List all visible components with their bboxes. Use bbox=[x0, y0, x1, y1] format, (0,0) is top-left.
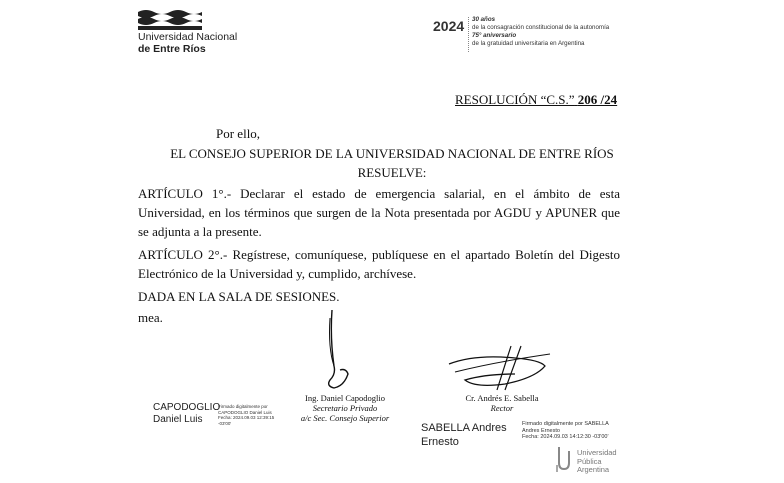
por-ello-text: Por ello, bbox=[216, 126, 261, 141]
secretary-role-1: Secretario Privado bbox=[312, 403, 378, 413]
sabella-name-line1: SABELLA Andres bbox=[421, 422, 507, 434]
secretary-signature-block bbox=[282, 393, 408, 423]
university-logo-text bbox=[138, 31, 237, 55]
universidad-publica-logo-icon bbox=[555, 445, 571, 473]
uner-logo-waves-icon bbox=[138, 8, 202, 30]
anniversary-line1: 30 años bbox=[472, 16, 496, 23]
up-line2: Pública bbox=[577, 456, 602, 466]
dada-text: DADA EN LA SALA DE SESIONES. bbox=[138, 289, 340, 304]
consejo-heading: EL CONSEJO SUPERIOR DE LA UNIVERSIDAD NACIONAL DE ENTRE RÍOS bbox=[170, 146, 614, 161]
sabella-handwritten-signature-icon bbox=[445, 344, 555, 394]
anniversary-line4: de la gratuidad universitaria en Argentina bbox=[472, 40, 585, 47]
resolution-heading bbox=[455, 92, 617, 108]
capodoglio-handwritten-signature-icon bbox=[318, 308, 358, 390]
capodoglio-digital-signature-meta bbox=[218, 404, 298, 426]
resolution-prefix: RESOLUCIÓN “C.S.” bbox=[455, 92, 575, 107]
rector-signature-block bbox=[442, 393, 562, 413]
articulo-2: ARTÍCULO 2°.- Regístrese, comuníquese, publíquese en el apartado Boletín del Digesto Electrónico de la Universidad y, cumplido, archívese. bbox=[138, 247, 620, 281]
rector-role: Rector bbox=[490, 403, 514, 413]
university-name-line2: de Entre Ríos bbox=[138, 43, 206, 55]
capodoglio-name-line2: Daniel Luis bbox=[153, 414, 203, 425]
articulo-1: ARTÍCULO 1°.- Declarar el estado de emergencia salarial, en el ámbito de esta Universidad, en los términos que surgen de la Nota presentada por AGDU y APUNER que se adjunta a la presente. bbox=[138, 186, 620, 239]
up-line3: Argentina bbox=[577, 465, 610, 474]
capodoglio-digital-signature-name bbox=[153, 402, 220, 426]
sabella-digital-signature-name bbox=[421, 421, 507, 449]
capodoglio-meta-1: Firmado digitalmente por bbox=[218, 404, 268, 409]
anniversary-line2: de la consagración constitucional de la autonomía bbox=[472, 24, 610, 31]
sabella-digital-signature-meta bbox=[522, 421, 632, 441]
sabella-meta-3: Fecha: 2024.09.03 14:12:30 -03'00' bbox=[522, 434, 609, 441]
mea-text: mea. bbox=[138, 310, 163, 325]
anniversary-line3: 75° aniversario bbox=[472, 32, 517, 39]
sabella-meta-1: Firmado digitalmente por SABELLA bbox=[522, 421, 609, 427]
anniversary-divider bbox=[468, 17, 470, 52]
secretary-name: Ing. Daniel Capodoglio bbox=[304, 393, 386, 403]
universidad-publica-text bbox=[577, 449, 617, 475]
resuelve-heading: RESUELVE: bbox=[357, 165, 427, 180]
capodoglio-name-line1: CAPODOGLIO bbox=[153, 402, 221, 413]
sabella-name-line2: Ernesto bbox=[421, 436, 459, 448]
university-name-line1: Universidad Nacional bbox=[138, 31, 238, 43]
anniversary-year: 2024 bbox=[433, 18, 465, 34]
resolution-number: 206 /24 bbox=[577, 92, 618, 107]
rector-name: Cr. Andrés E. Sabella bbox=[465, 393, 539, 403]
sabella-meta-2: Andres Ernesto bbox=[522, 427, 560, 434]
capodoglio-meta-3: Fecha: 2024.09.03 12:39:15 bbox=[218, 415, 275, 420]
capodoglio-meta-2: CAPODOGLIO Daniel Luis bbox=[218, 409, 272, 415]
secretary-role-2: a/c Sec. Consejo Superior bbox=[300, 413, 390, 423]
anniversary-text bbox=[472, 16, 609, 48]
capodoglio-meta-4: -03'00' bbox=[218, 420, 232, 426]
up-line1: Universidad bbox=[577, 448, 617, 457]
